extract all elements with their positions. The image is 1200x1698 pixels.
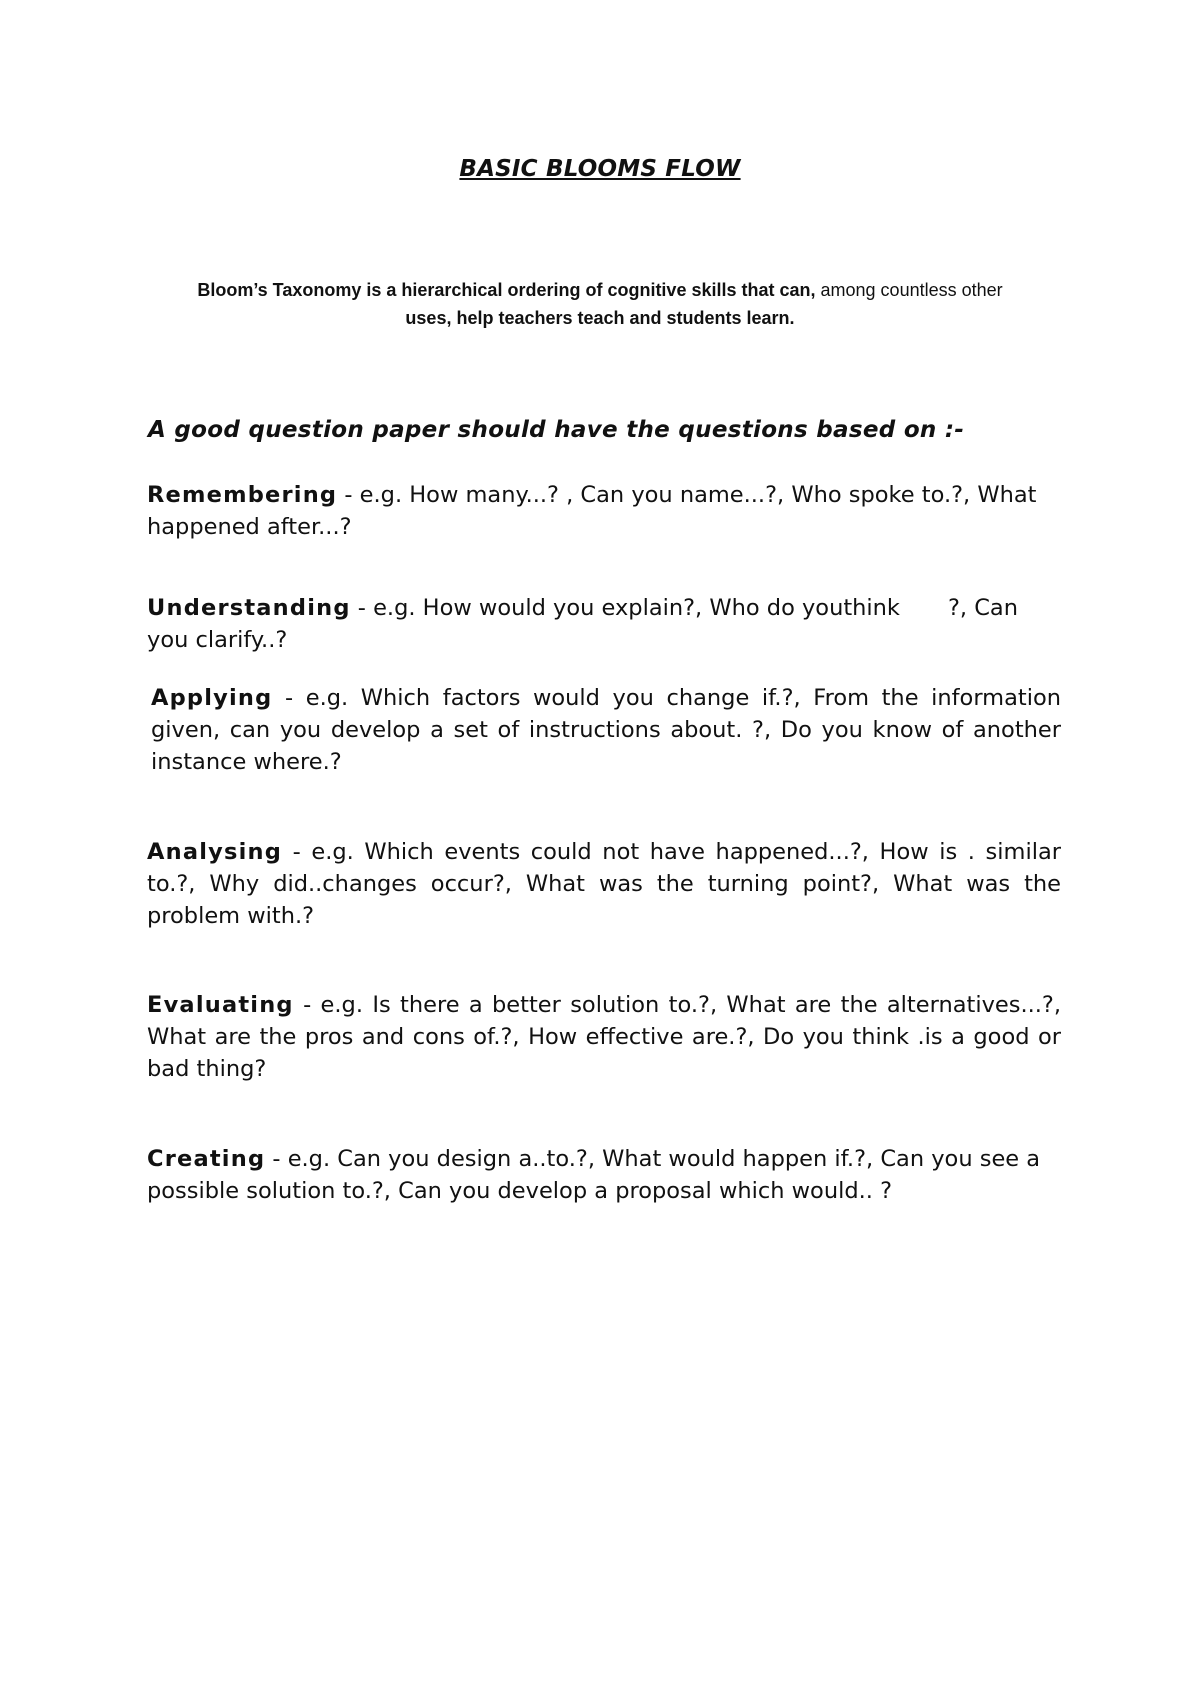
level-evaluating	[147, 989, 1061, 1085]
level-text: e.g. Which events could not have happened...?, How is . similar to.?, Why did..changes occur?, What was the turning point?, What was the problem with.?	[147, 839, 1061, 929]
level-name: Analysing	[147, 839, 283, 865]
level-dash: -	[272, 685, 306, 711]
level-name: Applying	[151, 685, 273, 711]
intro-text-bold-1: Bloom’s Taxonomy is a hierarchical ordering of cognitive skills that can,	[197, 280, 816, 300]
level-analysing	[147, 836, 1061, 932]
level-text: ?, Can you clarify..?	[147, 595, 1018, 653]
intro-text-light: among countless other	[815, 280, 1003, 300]
level-name: Creating	[147, 1146, 266, 1172]
level-dash: -	[337, 482, 360, 508]
level-name: Understanding	[147, 595, 351, 621]
level-applying	[151, 682, 1061, 778]
lead-heading: A good question paper should have the questions based on :-	[148, 417, 965, 443]
level-dash: -	[350, 595, 374, 621]
level-text: e.g. Can you design a..to.?, What would happen if.?, Can you see a possible solution to.?, Can you develop a proposal which would.. ?	[147, 1146, 1041, 1204]
level-dash: -	[293, 992, 321, 1018]
level-dash: -	[282, 839, 312, 865]
level-creating	[147, 1143, 1061, 1207]
intro-paragraph	[160, 276, 1040, 332]
level-remembering	[147, 479, 1061, 543]
level-understanding	[147, 592, 1061, 656]
document-title: BASIC BLOOMS FLOW	[459, 156, 741, 182]
level-name: Remembering	[147, 482, 338, 508]
level-text: e.g. Is there a better solution to.?, What are the alternatives...?, What are the pros and cons of.?, How effective are.?, Do you think .is a good or bad thing?	[147, 992, 1061, 1082]
level-name: Evaluating	[147, 992, 294, 1018]
level-text: e.g. How would you explain?, Who do youthink	[373, 595, 900, 621]
intro-text-bold-2: uses, help teachers teach and students learn.	[405, 308, 795, 328]
level-text: e.g. Which factors would you change if.?, From the information given, can you develop a set of instructions about. ?, Do you know of another instance where.?	[151, 685, 1061, 775]
level-text: e.g. How many...? , Can you name...?, Who spoke to.?, What happened after...?	[147, 482, 1037, 540]
level-dash: -	[265, 1146, 288, 1172]
